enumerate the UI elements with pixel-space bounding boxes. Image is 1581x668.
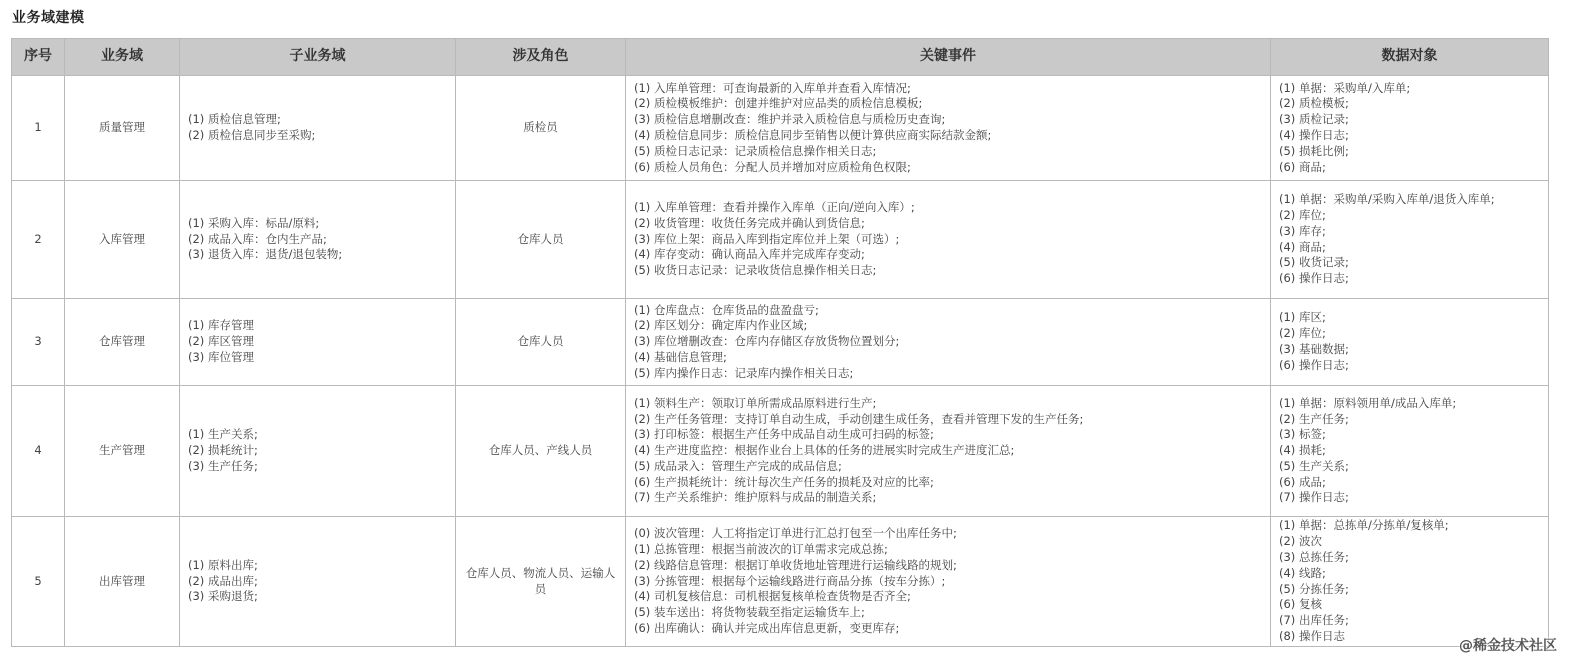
data-object-item: (5) 收货记录;	[1279, 255, 1349, 270]
data-object-item: (6) 成品;	[1279, 474, 1326, 489]
header-roles: 涉及角色	[456, 39, 626, 76]
event-item: (5) 装车送出：将货物装载至指定运输货车上;	[634, 605, 865, 620]
data-object-item: (2) 库位;	[1279, 207, 1326, 222]
header-subdomain: 子业务域	[180, 39, 456, 76]
data-object-item: (3) 总拣任务;	[1279, 549, 1349, 564]
event-item: (5) 成品录入：管理生产完成的成品信息;	[634, 458, 842, 473]
cell-events	[626, 517, 1271, 647]
event-item: (3) 质检信息增删改查：维护并录入质检信息与质检历史查询;	[634, 112, 946, 127]
data-object-item: (5) 分拣任务;	[1279, 581, 1349, 596]
event-item: (7) 生产关系维护：维护原料与成品的制造关系;	[634, 490, 877, 505]
cell-subdomain	[180, 517, 456, 647]
data-object-item: (7) 出库任务;	[1279, 613, 1349, 628]
event-item: (6) 生产损耗统计：统计每次生产任务的损耗及对应的比率;	[634, 474, 934, 489]
data-object-item: (5) 损耗比例;	[1279, 143, 1349, 158]
table-row	[12, 517, 1549, 647]
event-item: (4) 质检信息同步：质检信息同步至销售以便计算供应商实际结款金额;	[634, 128, 992, 142]
cell-subdomain	[180, 386, 456, 517]
data-object-item: (4) 线路;	[1279, 565, 1326, 580]
event-item: (2) 库区划分：确定库内作业区域;	[634, 318, 808, 333]
cell-no: 5	[12, 517, 65, 647]
data-object-item: (4) 操作日志;	[1279, 128, 1349, 142]
cell-roles: 仓库人员	[456, 299, 626, 386]
subdomain-item: (3) 退货入库：退货/退包装物;	[188, 247, 343, 262]
cell-subdomain	[180, 181, 456, 299]
cell-roles: 仓库人员、物流人员、运输人员	[456, 517, 626, 647]
data-object-item: (6) 操作日志;	[1279, 271, 1349, 286]
event-item: (5) 收货日志记录：记录收货信息操作相关日志;	[634, 263, 877, 278]
event-item: (2) 线路信息管理：根据订单收货地址管理进行运输线路的规划;	[634, 557, 957, 572]
data-object-item: (1) 库区;	[1279, 310, 1326, 325]
cell-events	[626, 181, 1271, 299]
cell-roles: 质检员	[456, 76, 626, 181]
data-object-item: (3) 基础数据;	[1279, 342, 1349, 356]
header-no: 序号	[12, 39, 65, 76]
header-row	[12, 39, 1549, 76]
event-item: (6) 质检人员角色：分配人员并增加对应质检角色权限;	[634, 159, 911, 174]
header-events: 关键事件	[626, 39, 1271, 76]
event-item: (2) 生产任务管理：支持订单自动生成，手动创建生成任务，查看并管理下发的生产任务;	[634, 411, 1084, 426]
data-object-item: (2) 波次	[1279, 534, 1322, 549]
data-object-item: (6) 复核	[1279, 597, 1322, 612]
cell-objects	[1271, 181, 1549, 299]
event-item: (3) 库位上架：商品入库到指定库位并上架（可选）;	[634, 231, 900, 246]
event-item: (4) 基础信息管理;	[634, 349, 727, 364]
subdomain-item: (3) 库位管理	[188, 349, 254, 364]
subdomain-item: (1) 库存管理	[188, 318, 254, 333]
cell-no: 4	[12, 386, 65, 517]
subdomain-item: (3) 采购退货;	[188, 589, 258, 604]
table-row	[12, 181, 1549, 299]
cell-no: 3	[12, 299, 65, 386]
cell-subdomain	[180, 299, 456, 386]
cell-domain: 生产管理	[65, 386, 180, 517]
header-objects: 数据对象	[1271, 39, 1549, 76]
subdomain-item: (2) 库区管理	[188, 334, 254, 349]
event-item: (0) 波次管理：人工将指定订单进行汇总打包至一个出库任务中;	[634, 526, 957, 541]
cell-events	[626, 76, 1271, 181]
cell-objects	[1271, 299, 1549, 386]
cell-objects	[1271, 386, 1549, 517]
event-item: (3) 分拣管理：根据每个运输线路进行商品分拣（按车分拣）;	[634, 573, 946, 588]
data-object-item: (2) 生产任务;	[1279, 411, 1349, 426]
data-object-item: (3) 质检记录;	[1279, 112, 1349, 127]
event-item: (1) 入库单管理：可查询最新的入库单并查看入库情况;	[634, 80, 911, 95]
cell-domain: 质量管理	[65, 76, 180, 181]
subdomain-item: (2) 成品出库;	[188, 573, 258, 588]
domain-modeling-table	[11, 38, 1549, 647]
header-domain: 业务域	[65, 39, 180, 76]
event-item: (2) 收货管理：收货任务完成并确认到货信息;	[634, 215, 865, 230]
event-item: (4) 司机复核信息：司机根据复核单检查货物是否齐全;	[634, 589, 911, 604]
table-row	[12, 299, 1549, 386]
cell-objects	[1271, 76, 1549, 181]
data-object-item: (3) 库存;	[1279, 223, 1326, 238]
data-object-item: (1) 单据：总拣单/分拣单/复核单;	[1279, 518, 1449, 533]
data-object-item: (2) 库位;	[1279, 326, 1326, 341]
cell-roles: 仓库人员	[456, 181, 626, 299]
table-row	[12, 386, 1549, 517]
subdomain-item: (1) 质检信息管理;	[188, 112, 281, 127]
data-object-item: (1) 单据：采购单/采购入库单/退货入库单;	[1279, 192, 1495, 207]
event-item: (2) 质检模板维护：创建并维护对应品类的质检信息模板;	[634, 96, 923, 111]
subdomain-item: (2) 成品入库：仓内生产品;	[188, 231, 327, 246]
cell-events	[626, 386, 1271, 517]
data-object-item: (1) 单据：原料领用单/成品入库单;	[1279, 395, 1457, 410]
data-object-item: (5) 生产关系;	[1279, 458, 1349, 473]
subdomain-item: (3) 生产任务;	[188, 458, 258, 473]
data-object-item: (4) 损耗;	[1279, 443, 1326, 458]
event-item: (1) 入库单管理：查看并操作入库单（正向/逆向入库）;	[634, 200, 915, 214]
data-object-item: (4) 商品;	[1279, 239, 1326, 254]
event-item: (4) 库存变动：确认商品入库并完成库存变动;	[634, 247, 865, 262]
event-item: (4) 生产进度监控：根据作业台上具体的任务的进展实时完成生产进度汇总;	[634, 443, 1015, 458]
cell-no: 1	[12, 76, 65, 181]
page-title: 业务域建模	[12, 10, 85, 26]
event-item: (5) 质检日志记录：记录质检信息操作相关日志;	[634, 143, 877, 158]
data-object-item: (8) 操作日志	[1279, 628, 1345, 643]
event-item: (1) 仓库盘点：仓库货品的盘盈盘亏;	[634, 302, 819, 317]
subdomain-item: (1) 采购入库：标品/原料;	[188, 215, 320, 230]
subdomain-item: (2) 质检信息同步至采购;	[188, 128, 316, 142]
event-item: (5) 库内操作日志：记录库内操作相关日志;	[634, 365, 854, 380]
table-row	[12, 76, 1549, 181]
data-object-item: (6) 商品;	[1279, 159, 1326, 174]
cell-domain: 入库管理	[65, 181, 180, 299]
data-object-item: (2) 质检模板;	[1279, 96, 1349, 111]
event-item: (3) 库位增删改查：仓库内存储区存放货物位置划分;	[634, 334, 900, 349]
data-object-item: (7) 操作日志;	[1279, 490, 1349, 505]
watermark: @稀金技术社区	[1459, 638, 1557, 654]
subdomain-item: (1) 原料出库;	[188, 557, 258, 572]
data-object-item: (6) 操作日志;	[1279, 357, 1349, 372]
event-item: (1) 总拣管理：根据当前波次的订单需求完成总拣;	[634, 542, 888, 556]
cell-events	[626, 299, 1271, 386]
cell-roles: 仓库人员、产线人员	[456, 386, 626, 517]
cell-objects	[1271, 517, 1549, 647]
event-item: (3) 打印标签：根据生产任务中成品自动生成可扫码的标签;	[634, 427, 934, 442]
event-item: (6) 出库确认：确认并完成出库信息更新，变更库存;	[634, 620, 900, 635]
cell-no: 2	[12, 181, 65, 299]
cell-subdomain	[180, 76, 456, 181]
data-object-item: (3) 标签;	[1279, 427, 1326, 442]
data-object-item: (1) 单据：采购单/入库单;	[1279, 80, 1411, 95]
subdomain-item: (1) 生产关系;	[188, 427, 258, 442]
subdomain-item: (2) 损耗统计;	[188, 443, 258, 458]
event-item: (1) 领料生产：领取订单所需成品原料进行生产;	[634, 395, 877, 410]
cell-domain: 仓库管理	[65, 299, 180, 386]
cell-domain: 出库管理	[65, 517, 180, 647]
